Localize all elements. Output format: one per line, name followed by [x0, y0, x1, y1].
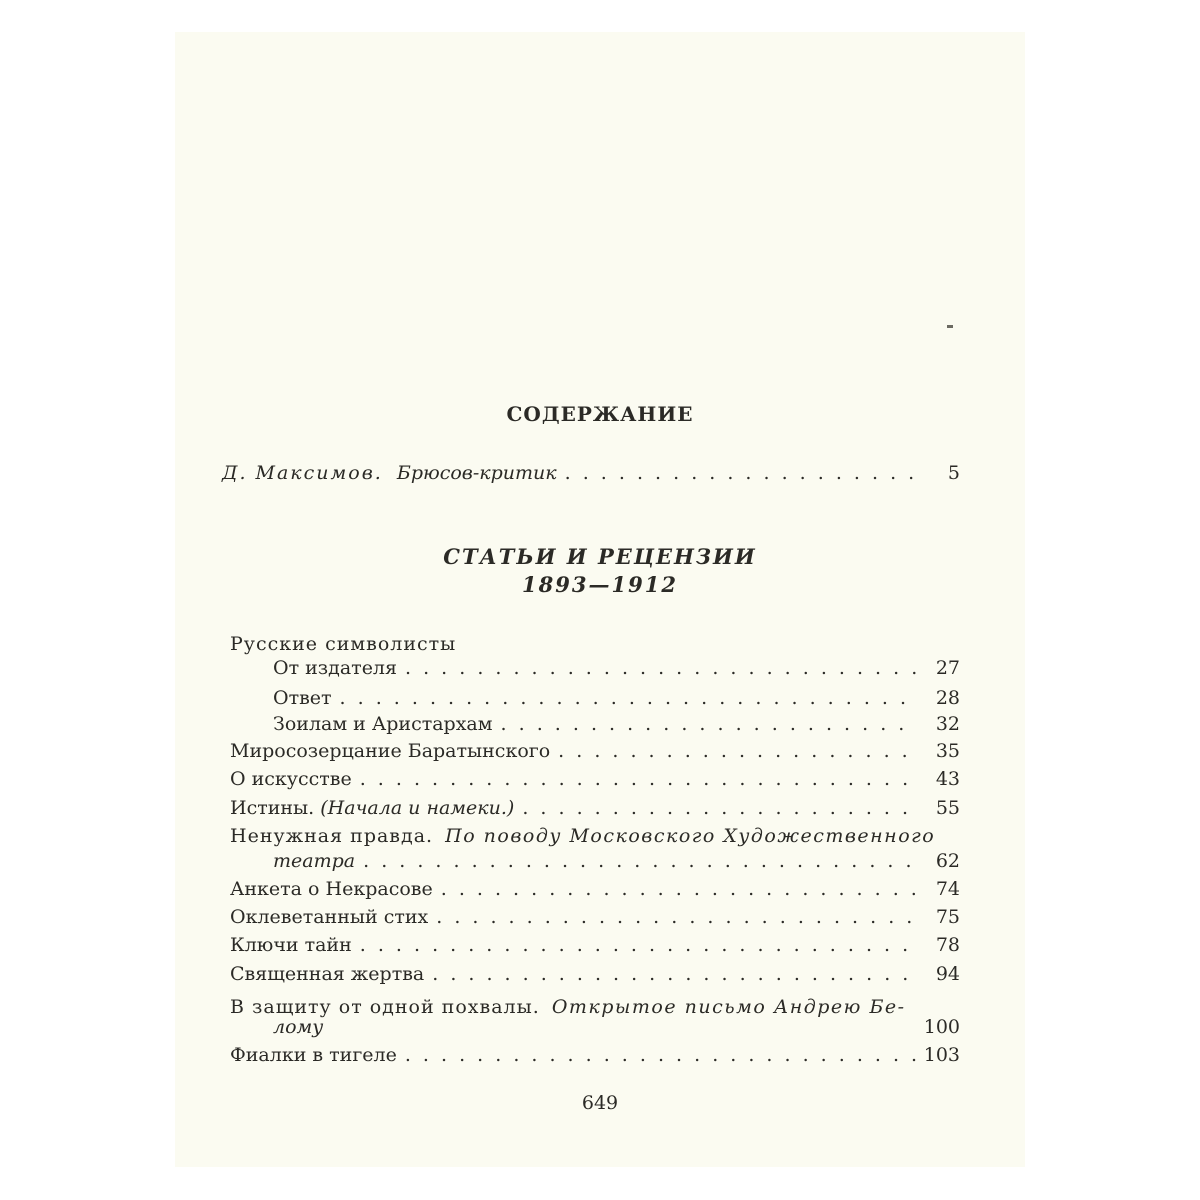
dot-leader: [558, 738, 916, 764]
dot-leader: [522, 795, 916, 821]
toc-entry: Оклеветанный стих . . . 75: [230, 904, 960, 930]
toc-group-title: Русские символисты: [230, 633, 457, 655]
dot-leader: [405, 655, 916, 681]
page-number: 5: [947, 462, 960, 484]
toc-entry: О искусстве . . . 43: [230, 766, 960, 792]
dot-leader: [501, 711, 916, 737]
page-number: 27: [935, 657, 960, 679]
toc-entry: Миросозерцание Баратынского . . . 35: [230, 738, 960, 764]
dot-leader: [436, 904, 916, 930]
dot-leader: [363, 848, 916, 874]
toc-entry-line: Ненужная правда. По поводу Московского Художественного: [230, 825, 936, 847]
toc-entry: Фиалки в тигеле . . . 103: [230, 1042, 960, 1068]
page-number: 94: [935, 963, 960, 985]
page-number: 43: [935, 768, 960, 790]
toc-entry: Зоилам и Аристархам . . . 32: [273, 711, 960, 737]
toc-entry: Ключи тайн . . . 78: [230, 932, 960, 958]
page-number: 62: [935, 850, 960, 872]
toc-entry: театра . . . 62: [273, 848, 960, 874]
toc-entry: От издателя . . . 27: [273, 655, 960, 681]
toc-entry: Истины. (Начала и намеки.) . . . 55: [230, 795, 960, 821]
page-number: 100: [923, 1016, 960, 1038]
dot-leader: [405, 1042, 916, 1068]
toc-entry: Анкета о Некрасове . . . 74: [230, 876, 960, 902]
page-number: 28: [935, 687, 960, 709]
dot-leader: [340, 685, 916, 711]
page-number: 78: [935, 934, 960, 956]
dot-leader: [441, 876, 916, 902]
page-number: 74: [935, 878, 960, 900]
dot-leader: [360, 766, 916, 792]
toc-entry-intro: [222, 460, 960, 486]
page-number: 103: [923, 1044, 960, 1066]
toc-entry-line: В защиту от одной похвалы. Открытое письмо Андрею Бе-: [230, 996, 906, 1018]
page-number: 55: [935, 797, 960, 819]
section-years: 1893—1912: [522, 572, 678, 597]
page-number: 75: [935, 906, 960, 928]
print-mark: [947, 325, 953, 328]
intro-author: Д. Максимов.: [222, 462, 383, 484]
toc-entry: Священная жертва . . . 94: [230, 961, 960, 987]
page-number: 32: [935, 713, 960, 735]
dot-leader: [432, 961, 916, 987]
toc-entry: Ответ . . . 28: [273, 685, 960, 711]
dot-leader: [360, 932, 916, 958]
folio-page-number: 649: [581, 1092, 619, 1114]
intro-title: Брюсов-критик: [396, 462, 557, 484]
page-number: 35: [935, 740, 960, 762]
contents-heading: СОДЕРЖАНИЕ: [506, 402, 694, 426]
section-title: СТАТЬИ И РЕЦЕНЗИИ: [443, 544, 757, 569]
dot-leader: [565, 460, 916, 486]
toc-entry: лому 100: [273, 1016, 960, 1038]
